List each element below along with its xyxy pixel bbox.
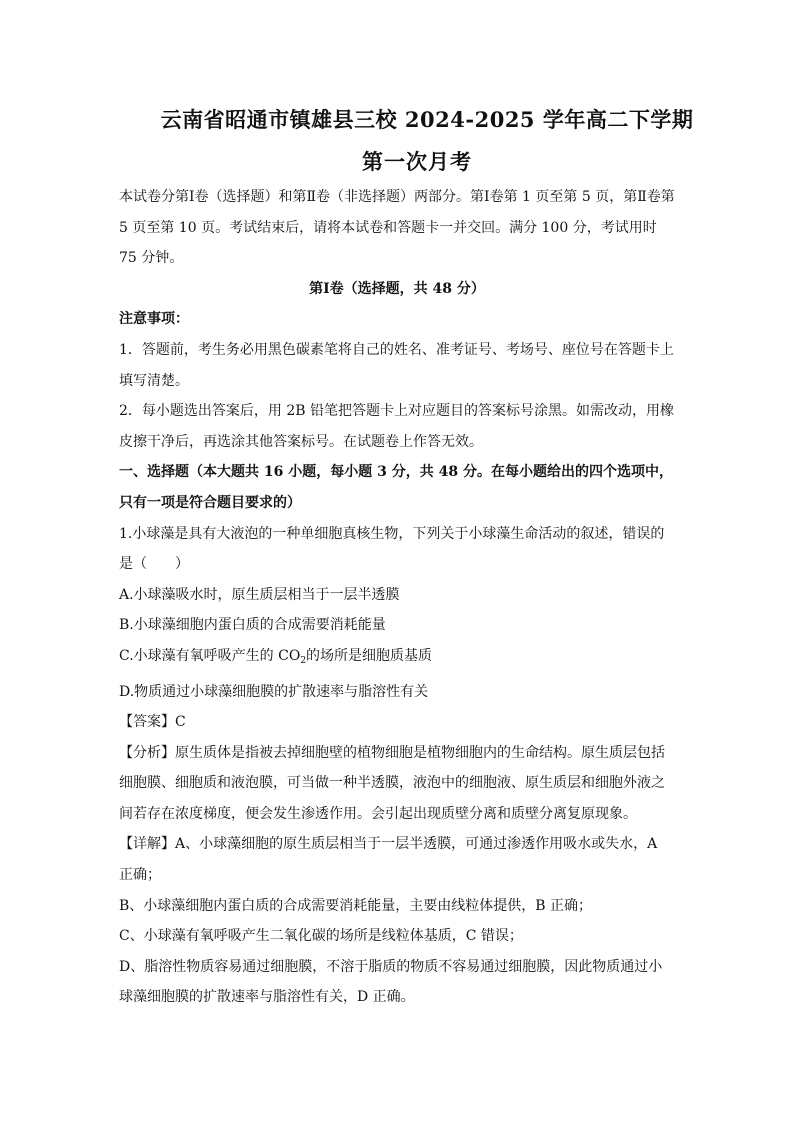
detail-line: B、小球藻细胞内蛋白质的合成需要消耗能量，主要由线粒体提供，B 正确； [119, 897, 593, 914]
option-a: A.小球藻吸水时，原生质层相当于一层半透膜 [119, 586, 400, 603]
question-stem: 1.小球藻是具有大液泡的一种单细胞真核生物，下列关于小球藻生命活动的叙述，错误的是（ ） [119, 525, 665, 573]
option-b: B.小球藻细胞内蛋白质的合成需要消耗能量 [119, 617, 386, 634]
option-d: D.物质通过小球藻细胞膜的扩散速率与脂溶性有关 [119, 683, 429, 700]
option-c-text-end: 的场所是细胞质基质 [306, 647, 433, 664]
option-c-subscript: 2 [300, 655, 307, 666]
answer: 【答案】C [119, 714, 186, 731]
analysis: 【分析】原生质体是指被去掉细胞壁的植物细胞是植物细胞内的生命结构。原生质层包括细胞膜、细胞质和液泡膜，可当做一种半透膜，液泡中的细胞液、原生质层和细胞外液之间若存在浓度梯度，便会发生渗透作用。会引起出现质壁分离和质壁分离复原现象。 [119, 744, 665, 822]
notice-item: 1．答题前，考生务必用黑色碳素笔将自己的姓名、准考证号、考场号、座位号在答题卡上填写清楚。 [119, 341, 674, 389]
option-c [119, 641, 675, 677]
notice-heading: 注意事项： [119, 311, 189, 328]
part-heading: 一、选择题（本大题共 16 小题，每小题 3 分，共 48 分。在每小题给出的四个选项中，只有一项是符合题目要求的） [119, 464, 673, 511]
detail-line: D、脂溶性物质容易通过细胞膜，不溶于脂质的物质不容易通过细胞膜，因此物质通过小球藻细胞膜的扩散速率与脂溶性有关，D 正确。 [119, 958, 663, 1006]
section-heading: 第Ⅰ卷（选择题，共 48 分） [309, 280, 485, 297]
page-title: 云南省昭通市镇雄县三校 2024-2025 学年高二下学期 [160, 107, 694, 132]
document-body [119, 182, 675, 1013]
exam-intro: 本试卷分第Ⅰ卷（选择题）和第Ⅱ卷（非选择题）两部分。第Ⅰ卷第 1 页至第 5 页，第Ⅱ卷第 5 页至第 10 页。考试结束后，请将本试卷和答题卡一并交回。满分 100 分，考试用时 75 分钟。 [119, 189, 675, 267]
notice-item: 2．每小题选出答案后，用 2B 铅笔把答题卡上对应题目的答案标号涂黑。如需改动，用橡皮擦干净后，再选涂其他答案标号。在试题卷上作答无效。 [119, 403, 675, 450]
option-c-text: C.小球藻有氧呼吸产生的 CO [119, 647, 301, 664]
detail-line: C、小球藻有氧呼吸产生二氧化碳的场所是线粒体基质，C 错误； [119, 928, 523, 945]
page-subtitle: 第一次月考 [362, 149, 472, 174]
detail-line: 【详解】A、小球藻细胞的原生质层相当于一层半透膜，可通过渗透作用吸水或失水，A 正确； [119, 836, 658, 884]
